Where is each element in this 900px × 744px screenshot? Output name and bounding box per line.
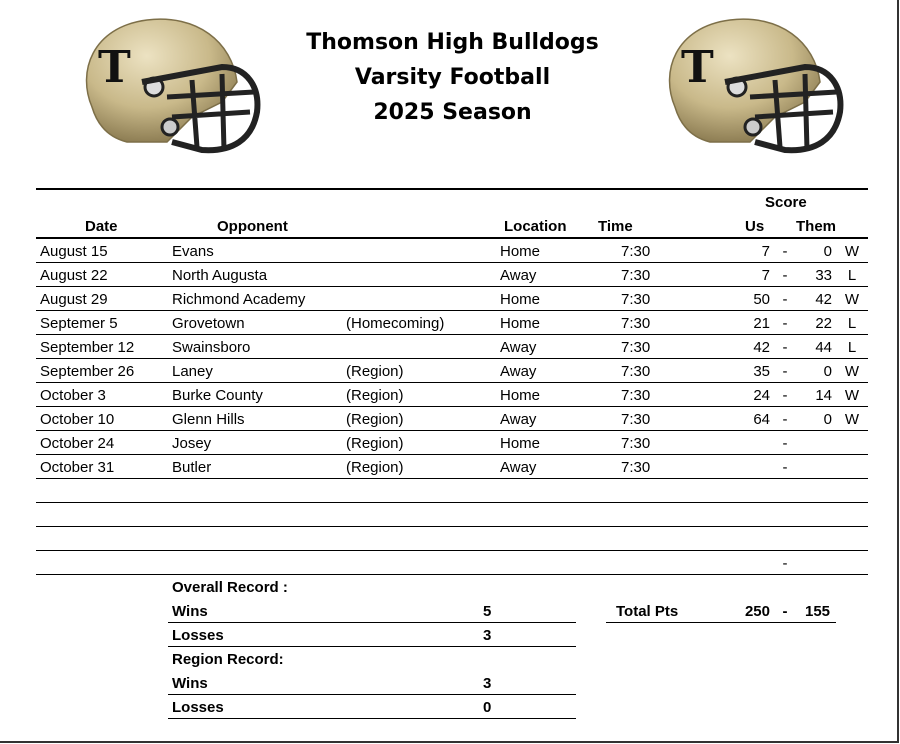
cell-result: W [844,411,860,428]
cell-location: Home [500,243,541,260]
cell-location: Away [500,339,537,356]
header-us: Us [745,218,765,235]
cell-time: 7:30 [621,363,651,380]
cell-time: 7:30 [621,459,651,476]
cell-score-them: 22 [815,315,832,332]
cell-location: Home [500,387,541,404]
wins-value: 5 [483,603,492,620]
cell-opponent: Josey [172,435,212,452]
cell-note: (Region) [346,459,404,476]
title-line-1: Thomson High Bulldogs [306,30,599,55]
row-rule [36,502,868,503]
cell-score-us: 35 [753,363,770,380]
cell-location: Home [500,315,541,332]
cell-score-dash: - [782,315,788,332]
cell-location: Away [500,267,537,284]
row-rule [36,262,868,263]
region-losses-label: Losses [172,699,224,716]
cell-date: October 31 [40,459,115,476]
header-rule [36,237,868,239]
cell-time: 7:30 [621,411,651,428]
cell-time: 7:30 [621,291,651,308]
cell-opponent: Butler [172,459,212,476]
cell-score-dash: - [782,411,788,428]
cell-location: Away [500,459,537,476]
header-location: Location [504,218,567,235]
cell-opponent: Richmond Academy [172,291,306,308]
row-rule [36,526,868,527]
cell-date: August 29 [40,291,108,308]
cell-location: Home [500,435,541,452]
title-line-2: Varsity Football [354,65,551,90]
football-helmet-icon [72,12,262,157]
summary-rule [168,718,576,719]
title-line-3: 2025 Season [373,100,532,125]
football-helmet-icon [655,12,845,157]
cell-date: September 12 [40,339,135,356]
cell-score-dash: - [782,555,788,572]
cell-score-them: 33 [815,267,832,284]
table-top-rule [36,188,868,190]
cell-opponent: Swainsboro [172,339,251,356]
row-rule [36,310,868,311]
cell-score-us: 50 [753,291,770,308]
cell-opponent: Burke County [172,387,263,404]
cell-score-dash: - [782,291,788,308]
row-rule [36,454,868,455]
total-us: 250 [744,603,770,620]
row-rule [36,358,868,359]
cell-score-dash: - [782,363,788,380]
cell-result: W [844,243,860,260]
header-them: Them [796,218,837,235]
row-rule [36,286,868,287]
header-time: Time [598,218,633,235]
cell-score-them: 0 [823,411,832,428]
cell-date: August 22 [40,267,108,284]
cell-opponent: Laney [172,363,213,380]
cell-score-us: 64 [753,411,770,428]
cell-opponent: Grovetown [172,315,245,332]
overall-record-label: Overall Record : [172,579,288,596]
summary-rule [168,694,576,695]
row-rule [36,382,868,383]
cell-time: 7:30 [621,315,651,332]
cell-score-them: 0 [823,243,832,260]
cell-note: (Region) [346,363,404,380]
cell-time: 7:30 [621,243,651,260]
cell-date: October 10 [40,411,115,428]
row-rule [36,406,868,407]
cell-opponent: Glenn Hills [172,411,245,428]
cell-score-dash: - [782,387,788,404]
total-dash: - [782,603,788,620]
row-rule [36,478,868,479]
region-wins-value: 3 [483,675,492,692]
cell-score-them: 44 [815,339,832,356]
cell-score-us: 7 [761,267,770,284]
cell-score-dash: - [782,339,788,356]
helmet-letter: T [98,42,131,93]
cell-score-them: 42 [815,291,832,308]
row-rule [36,430,868,431]
cell-score-us: 42 [753,339,770,356]
cell-score-dash: - [782,435,788,452]
header-date: Date [85,218,118,235]
summary-rule [168,646,576,647]
cell-date: August 15 [40,243,108,260]
cell-time: 7:30 [621,339,651,356]
cell-time: 7:30 [621,387,651,404]
cell-note: (Region) [346,411,404,428]
cell-location: Away [500,411,537,428]
cell-date: September 26 [40,363,135,380]
cell-score-dash: - [782,459,788,476]
cell-location: Away [500,363,537,380]
losses-label: Losses [172,627,224,644]
region-losses-value: 0 [483,699,492,716]
cell-location: Home [500,291,541,308]
cell-date: October 24 [40,435,115,452]
summary-rule [168,622,576,623]
cell-score-them: 0 [823,363,832,380]
cell-score-them: 14 [815,387,832,404]
cell-score-us: 24 [753,387,770,404]
row-rule [36,574,868,575]
cell-score-dash: - [782,267,788,284]
cell-date: October 3 [40,387,106,404]
total-pts-label: Total Pts [616,603,679,620]
total-them: 155 [805,603,831,620]
row-rule [36,550,868,551]
cell-result: W [844,387,860,404]
cell-time: 7:30 [621,435,651,452]
cell-result: W [844,363,860,380]
cell-score-dash: - [782,243,788,260]
header-score: Score [765,194,807,211]
cell-note: (Homecoming) [346,315,445,332]
region-record-label: Region Record: [172,651,284,668]
row-rule [36,334,868,335]
helmet-letter: T [681,42,714,93]
cell-result: W [844,291,860,308]
cell-note: (Region) [346,435,404,452]
losses-value: 3 [483,627,492,644]
region-wins-label: Wins [172,675,208,692]
total-rule [606,622,836,623]
header-opponent: Opponent [217,218,288,235]
cell-time: 7:30 [621,267,651,284]
cell-result: L [847,315,857,332]
wins-label: Wins [172,603,208,620]
cell-score-us: 7 [761,243,770,260]
cell-opponent: Evans [172,243,214,260]
cell-note: (Region) [346,387,404,404]
cell-opponent: North Augusta [172,267,268,284]
cell-date: Septemer 5 [40,315,118,332]
cell-result: L [847,339,857,356]
cell-score-us: 21 [753,315,770,332]
cell-result: L [847,267,857,284]
